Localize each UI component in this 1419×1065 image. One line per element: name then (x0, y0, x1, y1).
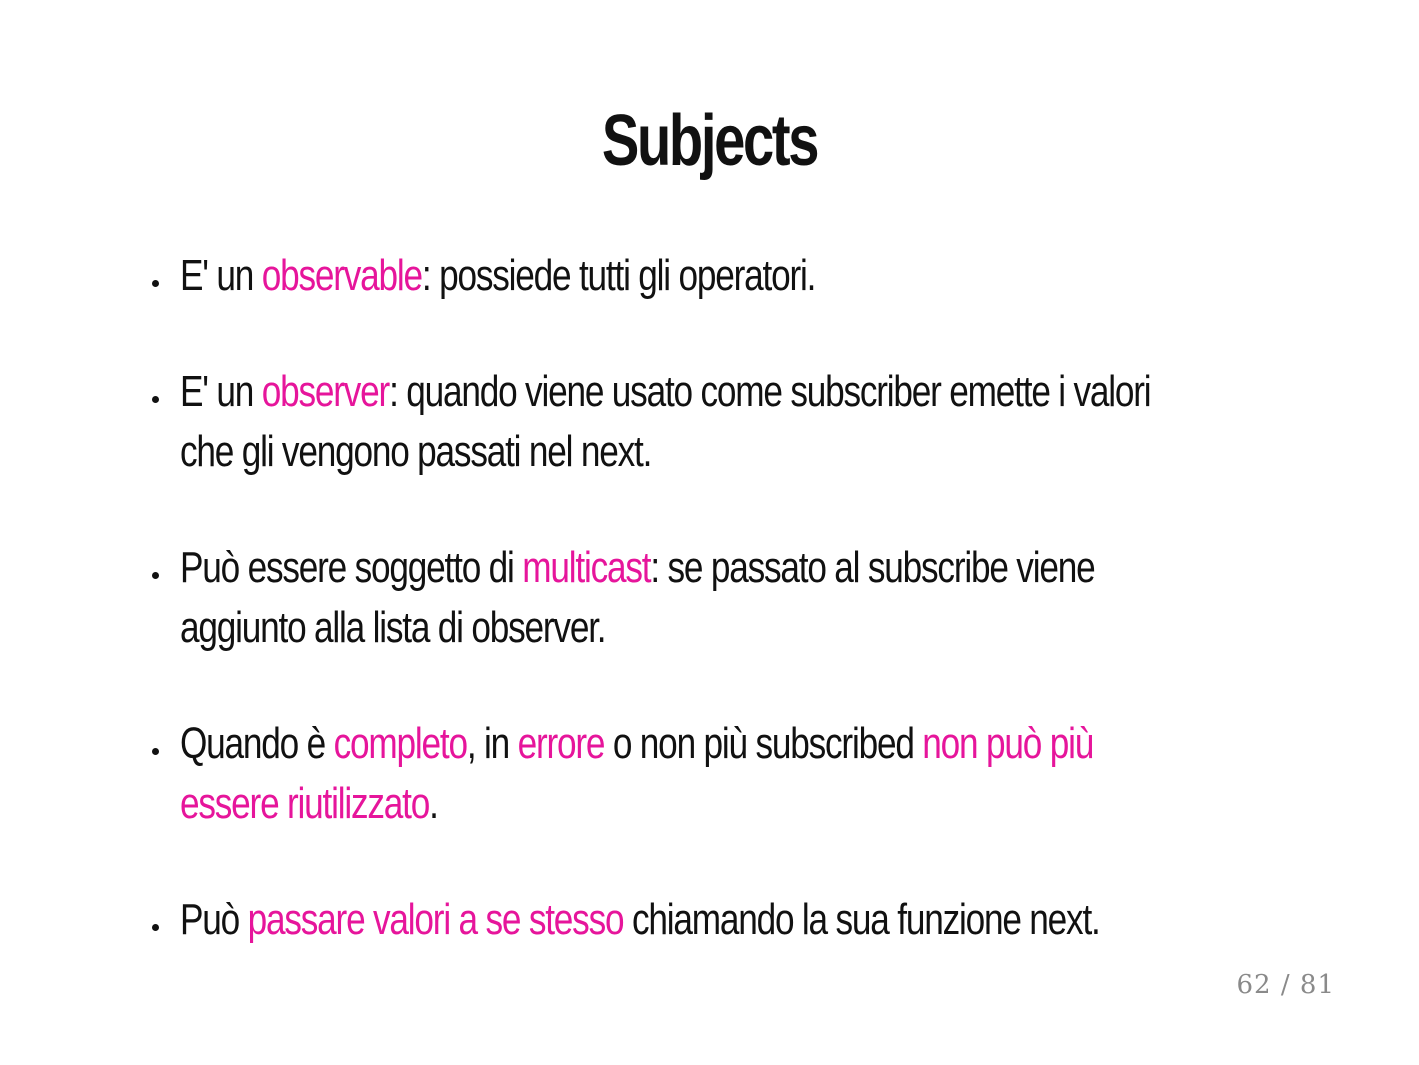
highlighted-term: multicast (522, 543, 651, 592)
bullet-segment: E' un (180, 367, 262, 416)
bullet-segment: , in (466, 719, 518, 768)
bullet-segment: o non più subscribed (604, 719, 923, 768)
highlighted-term: errore (517, 719, 605, 768)
bullet-segment: chiamando la sua funzione next. (623, 895, 1100, 944)
bullet-segment: Quando è (180, 719, 334, 768)
bullet-text (180, 890, 1172, 950)
bullet-text (180, 714, 1172, 834)
bullet-segment: Può (180, 895, 248, 944)
highlighted-term: observable (261, 251, 422, 300)
slide-title: Subjects (601, 101, 818, 181)
highlighted-term: observer (261, 367, 390, 416)
bullet-segment: : quando viene usato come subscriber emette i valori che gli vengono passati nel next. (180, 367, 1151, 476)
bullet-text (180, 362, 1172, 482)
bullet-item (145, 714, 1345, 834)
page-total: 81 (1299, 970, 1335, 1000)
bullet-dot-icon (152, 748, 159, 755)
bullet-dot-icon (152, 924, 159, 931)
bullet-segment: : possiede tutti gli operatori. (421, 251, 816, 300)
bullet-list (145, 246, 1345, 1006)
bullet-segment: . (429, 779, 438, 828)
bullet-item (145, 246, 1345, 306)
bullet-dot-icon (152, 396, 159, 403)
bullet-segment: Può essere soggetto di (180, 543, 523, 592)
highlighted-term: completo (333, 719, 467, 768)
bullet-text (180, 538, 1172, 658)
page-separator: / (1280, 970, 1291, 1000)
bullet-segment: E' un (180, 251, 262, 300)
highlighted-term: passare valori a se stesso (247, 895, 624, 944)
bullet-item (145, 362, 1345, 482)
bullet-dot-icon (152, 280, 159, 287)
highlighted-term: non può più essere riutilizzato (180, 719, 1094, 828)
bullet-item (145, 538, 1345, 658)
bullet-item (145, 890, 1345, 950)
page-current: 62 (1236, 970, 1272, 1000)
bullet-dot-icon (152, 572, 159, 579)
bullet-segment: : se passato al subscribe viene aggiunto alla lista di observer. (180, 543, 1095, 652)
page-number (1237, 970, 1335, 1000)
bullet-text (180, 246, 1172, 306)
